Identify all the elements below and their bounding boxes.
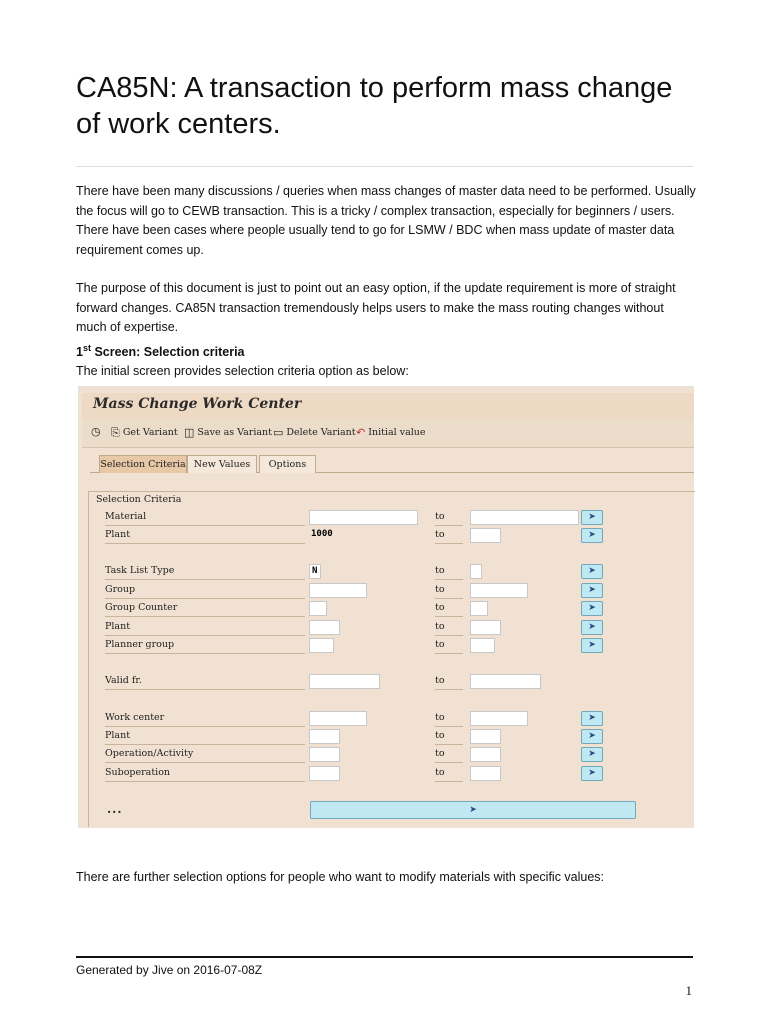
- get-variant-button[interactable]: ⎘ Get Variant: [111, 425, 178, 439]
- to-label: to: [435, 564, 463, 580]
- plant-from-input[interactable]: 1000: [311, 529, 333, 539]
- work-center-to-input[interactable]: [470, 711, 528, 726]
- arrow-right-icon: ➤: [588, 622, 596, 632]
- field-label: Valid fr.: [105, 674, 305, 690]
- multiple-selection-button[interactable]: [581, 711, 603, 726]
- field-label: Suboperation: [105, 766, 305, 782]
- arrow-right-icon: ➤: [469, 805, 477, 815]
- tab-selection-criteria[interactable]: Selection Criteria: [99, 455, 187, 473]
- to-label: to: [435, 747, 463, 763]
- intro-paragraph: There have been many discussions / queries when mass changes of master data need to be performed. Usually the focus will go to CEWB transaction. This is a tricky / complex transaction, especially for beginners / users. There have been cases where people usually tend to go for LSMW / BDC when mass update of master data requirement comes up.: [76, 184, 696, 257]
- to-label: to: [435, 766, 463, 782]
- save-variant-icon: ◫: [184, 425, 195, 439]
- field-label: Task List Type: [105, 564, 305, 580]
- sap-screen-title: Mass Change Work Center: [93, 396, 302, 412]
- valid-from-input[interactable]: [309, 674, 380, 689]
- field-label: Group Counter: [105, 601, 305, 617]
- arrow-right-icon: ➤: [588, 585, 596, 595]
- multiple-selection-button[interactable]: [581, 528, 603, 543]
- initial-value-button[interactable]: ↶ Initial value: [356, 425, 426, 439]
- multiple-selection-button[interactable]: [581, 564, 603, 579]
- multiple-selection-button[interactable]: [581, 729, 603, 744]
- planner-group-from-input[interactable]: [309, 638, 334, 653]
- to-label: to: [435, 729, 463, 745]
- plant-2-to-input[interactable]: [470, 620, 501, 635]
- operation-to-input[interactable]: [470, 747, 501, 762]
- to-label: to: [435, 528, 463, 544]
- purpose-paragraph: The purpose of this document is just to point out an easy option, if the update requirement is more of straight forward changes. CA85N transaction tremendously helps users to make the mass routing changes without much of expertise.: [76, 281, 676, 334]
- multiple-selection-button[interactable]: [581, 601, 603, 616]
- field-label: Planner group: [105, 638, 305, 654]
- footer-divider: [76, 956, 693, 958]
- group-counter-to-input[interactable]: [470, 601, 488, 616]
- field-label: Plant: [105, 528, 305, 544]
- field-label: Plant: [105, 729, 305, 745]
- plant-3-from-input[interactable]: [309, 729, 340, 744]
- arrow-right-icon: ➤: [588, 603, 596, 613]
- field-label: Plant: [105, 620, 305, 636]
- trash-icon: ▭: [273, 425, 284, 439]
- execute-clock-icon: ◷: [91, 425, 101, 438]
- to-label: to: [435, 620, 463, 636]
- multiple-selection-button[interactable]: [581, 747, 603, 762]
- multiple-selection-button[interactable]: [581, 766, 603, 781]
- plant-to-input[interactable]: [470, 528, 501, 543]
- group-to-input[interactable]: [470, 583, 528, 598]
- work-center-from-input[interactable]: [309, 711, 367, 726]
- frame-title: Selection Criteria: [96, 494, 182, 505]
- more-options-label: ...: [107, 802, 123, 816]
- arrow-right-icon: ➤: [588, 566, 596, 576]
- valid-to-input[interactable]: [470, 674, 541, 689]
- to-label: to: [435, 638, 463, 654]
- initial-value-icon: ↶: [356, 425, 366, 439]
- page-number: 1: [685, 983, 692, 998]
- arrow-right-icon: ➤: [588, 713, 596, 723]
- group-counter-from-input[interactable]: [309, 601, 327, 616]
- suboperation-to-input[interactable]: [470, 766, 501, 781]
- to-label: to: [435, 510, 463, 526]
- field-label: Material: [105, 510, 305, 526]
- field-label: Work center: [105, 711, 305, 727]
- arrow-right-icon: ➤: [588, 530, 596, 540]
- task-list-type-from-input[interactable]: N: [309, 564, 321, 579]
- multiple-selection-button[interactable]: [581, 510, 603, 525]
- material-from-input[interactable]: [309, 510, 418, 525]
- arrow-right-icon: ➤: [588, 731, 596, 741]
- material-to-input[interactable]: [470, 510, 579, 525]
- sap-tab-strip: [82, 447, 694, 473]
- planner-group-to-input[interactable]: [470, 638, 495, 653]
- footer-generated: Generated by Jive on 2016-07-08Z: [76, 963, 263, 977]
- to-label: to: [435, 711, 463, 727]
- to-label: to: [435, 583, 463, 599]
- task-list-type-to-input[interactable]: [470, 564, 482, 579]
- more-selection-button[interactable]: [310, 801, 636, 819]
- get-variant-icon: ⎘: [111, 425, 120, 439]
- field-label: Group: [105, 583, 305, 599]
- tab-new-values[interactable]: New Values: [187, 455, 257, 473]
- multiple-selection-button[interactable]: [581, 638, 603, 653]
- sap-toolbar: [82, 419, 694, 448]
- to-label: to: [435, 674, 463, 690]
- group-from-input[interactable]: [309, 583, 367, 598]
- sap-screenshot: [78, 386, 694, 828]
- tab-options[interactable]: Options: [259, 455, 316, 473]
- operation-from-input[interactable]: [309, 747, 340, 762]
- document-title: CA85N: A transaction to perform mass change of work centers.: [76, 72, 673, 140]
- sap-title-bar: [82, 393, 694, 420]
- save-as-variant-button[interactable]: ◫ Save as Variant: [184, 425, 272, 439]
- title-divider: [76, 166, 693, 167]
- section-heading: 1st Screen: Selection criteria: [76, 343, 245, 360]
- arrow-right-icon: ➤: [588, 768, 596, 778]
- to-label: to: [435, 601, 463, 617]
- plant-2-from-input[interactable]: [309, 620, 340, 635]
- execute-button[interactable]: [91, 427, 101, 437]
- multiple-selection-button[interactable]: [581, 583, 603, 598]
- arrow-right-icon: ➤: [588, 749, 596, 759]
- multiple-selection-button[interactable]: [581, 620, 603, 635]
- delete-variant-button[interactable]: ▭ Delete Variant: [273, 425, 356, 439]
- arrow-right-icon: ➤: [588, 640, 596, 650]
- arrow-right-icon: ➤: [588, 512, 596, 522]
- screen-intro-paragraph: The initial screen provides selection criteria option as below:: [76, 364, 409, 378]
- further-options-paragraph: There are further selection options for people who want to modify materials with specific values:: [76, 870, 605, 884]
- suboperation-from-input[interactable]: [309, 766, 340, 781]
- field-label: Operation/Activity: [105, 747, 305, 763]
- plant-3-to-input[interactable]: [470, 729, 501, 744]
